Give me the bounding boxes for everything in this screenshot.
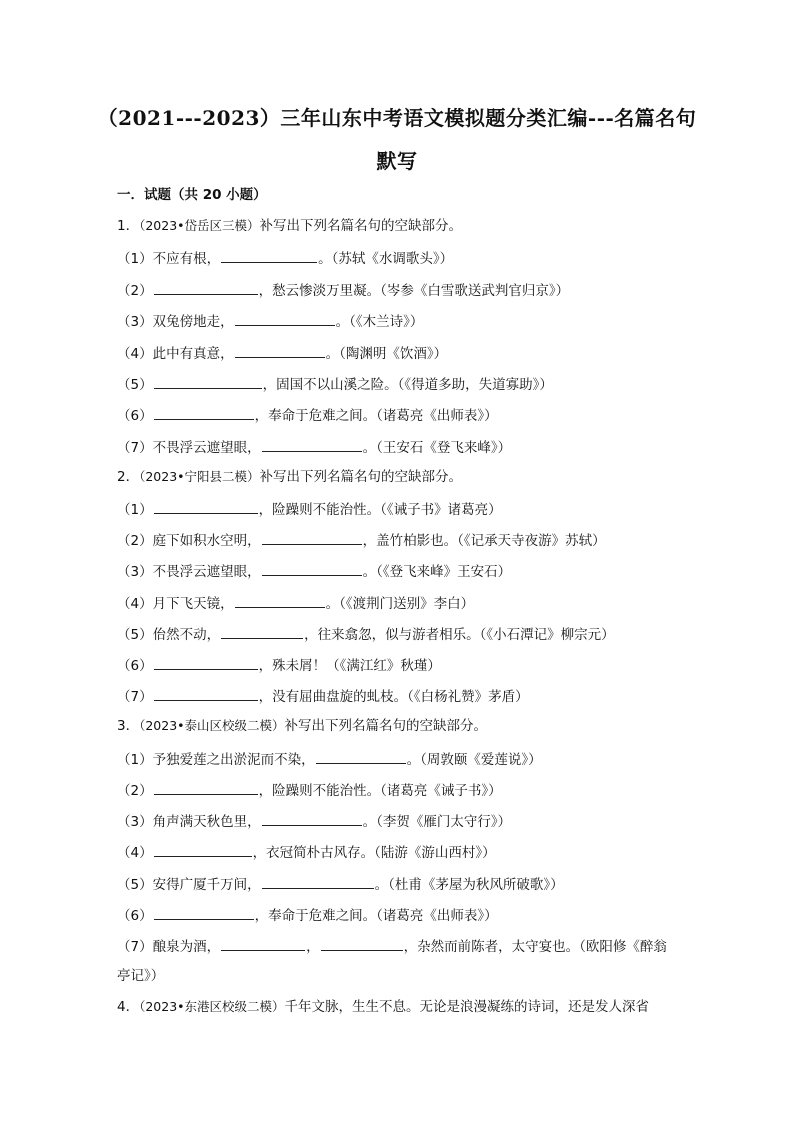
fill-item: （5） ，固国不以山溪之险。（《得道多助，失道寡助》） (117, 374, 553, 394)
answer-blank[interactable] (262, 437, 362, 452)
fill-item: （4）此中有真意， 。（陶渊明《饮酒》） (117, 343, 447, 363)
answer-blank[interactable] (235, 593, 325, 608)
question-number: 1． (117, 218, 140, 234)
answer-blank[interactable] (316, 749, 406, 764)
answer-blank[interactable] (154, 780, 258, 795)
fill-item-cont: 亭记》） (117, 968, 165, 984)
answer-blank[interactable] (154, 499, 258, 514)
fill-item: （6） ，奉命于危难之间。（诸葛亮《出师表》） (117, 905, 498, 925)
question-text: 补写出下列名篇名句的空缺部分。 (284, 718, 488, 734)
answer-blank[interactable] (235, 343, 325, 358)
fill-item: （6） ，殊未屑！（《满江红》秋瑾） (117, 655, 441, 675)
answer-blank[interactable] (262, 874, 374, 889)
document-title: （2021---2023）三年山东中考语文模拟题分类汇编---名篇名句 (97, 106, 697, 130)
answer-blank[interactable] (154, 686, 258, 701)
question-source: （2023•泰山区校级二模） (139, 718, 285, 733)
fill-item: （5）安得广厦千万间， 。（杜甫《茅屋为秋风所破歌》） (117, 874, 564, 894)
answer-blank[interactable] (154, 842, 252, 857)
question-stem-1 (117, 217, 462, 235)
question-source: （2023•东港区校级二模） (139, 999, 285, 1014)
fill-item: （2） ，险躁则不能治性。（诸葛亮《诫子书》） (117, 780, 502, 800)
answer-blank[interactable] (154, 280, 258, 295)
fill-item: （7）不畏浮云遮望眼， 。（王安石《登飞来峰》） (117, 437, 511, 457)
answer-blank[interactable] (154, 405, 254, 420)
question-number: 3． (117, 718, 140, 734)
question-number: 2． (117, 469, 140, 485)
answer-blank[interactable] (221, 624, 303, 639)
question-number: 4． (117, 999, 140, 1015)
answer-blank[interactable] (321, 936, 403, 951)
answer-blank[interactable] (235, 311, 335, 326)
fill-item: （3）角声满天秋色里， 。（李贺《雁门太守行》） (117, 811, 511, 831)
answer-blank[interactable] (154, 374, 262, 389)
section-heading: 一．试题（共 20 小题） (117, 187, 267, 203)
question-text: 补写出下列名篇名句的空缺部分。 (259, 469, 463, 485)
answer-blank[interactable] (262, 530, 362, 545)
question-source: （2023•岱岳区三模） (139, 218, 260, 233)
question-stem-4 (117, 998, 649, 1016)
fill-item: （7） ，没有屈曲盘旋的虬枝。（《白杨礼赞》茅盾） (117, 686, 529, 706)
answer-blank[interactable] (154, 655, 258, 670)
fill-item: （4）月下飞天镜， 。（《渡荆门送别》李白） (117, 593, 474, 613)
question-text: 补写出下列名篇名句的空缺部分。 (259, 218, 463, 234)
fill-item: （2） ，愁云惨淡万里凝。（岑参《白雪歌送武判官归京》） (117, 280, 569, 300)
fill-item: （5）佁然不动， ，往来翕忽，似与游者相乐。（《小石潭记》柳宗元） (117, 624, 615, 644)
fill-item: （1）不应有根， 。（苏轼《水调歌头》） (117, 248, 453, 268)
document-title-cont: 默写 (376, 149, 418, 173)
answer-blank[interactable] (154, 905, 254, 920)
fill-item: （1） ，险躁则不能治性。（《诫子书》诸葛亮） (117, 499, 502, 519)
answer-blank[interactable] (262, 561, 362, 576)
answer-blank[interactable] (262, 811, 362, 826)
answer-blank[interactable] (221, 248, 317, 263)
question-stem-3 (117, 717, 487, 735)
fill-item: （2）庭下如积水空明， ，盖竹柏影也。（《记承天寺夜游》苏轼） (117, 530, 606, 550)
fill-item: （1）予独爱莲之出淤泥而不染， 。（周敦颐《爱莲说》） (117, 749, 542, 769)
question-source: （2023•宁阳县二模） (139, 469, 260, 484)
fill-item: （4） ，衣冠简朴古风存。（陆游《游山西村》） (117, 842, 496, 862)
fill-item: （6） ，奉命于危难之间。（诸葛亮《出师表》） (117, 405, 498, 425)
fill-item: （3）双兔傍地走， 。（《木兰诗》） (117, 311, 423, 331)
answer-blank[interactable] (221, 936, 305, 951)
fill-item: （3）不畏浮云遮望眼， 。（《登飞来峰》王安石） (117, 561, 511, 581)
question-text: 千年文脉，生生不息。无论是浪漫凝练的诗词，还是发人深省 (284, 999, 650, 1015)
question-stem-2 (117, 468, 462, 486)
fill-item: （7）酿泉为酒， ， ，杂然而前陈者，太守宴也。（欧阳修《醉翁 (117, 936, 667, 956)
